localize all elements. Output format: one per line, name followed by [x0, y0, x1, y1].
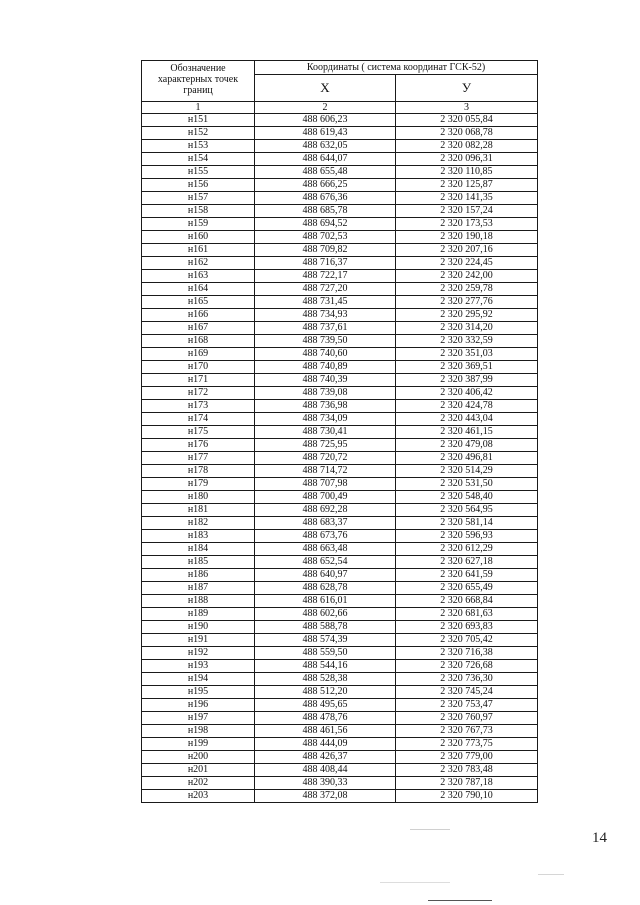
- x-coordinate-cell: 488 716,37: [255, 257, 396, 270]
- table-row: [142, 530, 538, 543]
- table-row: [142, 218, 538, 231]
- y-coordinate-cell: 2 320 461,15: [396, 426, 538, 439]
- y-header: У: [396, 75, 538, 102]
- point-id-cell: н174: [142, 413, 255, 426]
- y-coordinate-cell: 2 320 726,68: [396, 660, 538, 673]
- y-coordinate-cell: 2 320 596,93: [396, 530, 538, 543]
- col-number-1: 1: [142, 102, 255, 114]
- point-id-cell: н172: [142, 387, 255, 400]
- table-row: [142, 140, 538, 153]
- x-coordinate-cell: 488 722,17: [255, 270, 396, 283]
- y-coordinate-cell: 2 320 173,53: [396, 218, 538, 231]
- point-id-cell: н190: [142, 621, 255, 634]
- y-coordinate-cell: 2 320 443,04: [396, 413, 538, 426]
- x-coordinate-cell: 488 740,39: [255, 374, 396, 387]
- y-coordinate-cell: 2 320 068,78: [396, 127, 538, 140]
- y-coordinate-cell: 2 320 627,18: [396, 556, 538, 569]
- x-coordinate-cell: 488 685,78: [255, 205, 396, 218]
- y-coordinate-cell: 2 320 745,24: [396, 686, 538, 699]
- y-coordinate-cell: 2 320 369,51: [396, 361, 538, 374]
- table-row: [142, 556, 538, 569]
- point-id-cell: н193: [142, 660, 255, 673]
- point-id-cell: н151: [142, 114, 255, 127]
- bottom-rule: [428, 900, 492, 901]
- x-coordinate-cell: 488 734,93: [255, 309, 396, 322]
- point-id-cell: н203: [142, 790, 255, 803]
- table-row: [142, 452, 538, 465]
- y-coordinate-cell: 2 320 207,16: [396, 244, 538, 257]
- y-coordinate-cell: 2 320 779,00: [396, 751, 538, 764]
- table-row: [142, 686, 538, 699]
- point-id-cell: н192: [142, 647, 255, 660]
- x-coordinate-cell: 488 731,45: [255, 296, 396, 309]
- point-id-cell: н191: [142, 634, 255, 647]
- point-id-cell: н184: [142, 543, 255, 556]
- point-id-cell: н200: [142, 751, 255, 764]
- point-id-cell: н194: [142, 673, 255, 686]
- point-id-cell: н173: [142, 400, 255, 413]
- x-coordinate-cell: 488 692,28: [255, 504, 396, 517]
- coordinates-table: [141, 60, 538, 803]
- x-coordinate-cell: 488 619,43: [255, 127, 396, 140]
- y-coordinate-cell: 2 320 406,42: [396, 387, 538, 400]
- table-row: [142, 491, 538, 504]
- table-row: [142, 309, 538, 322]
- table-row: [142, 400, 538, 413]
- x-coordinate-cell: 488 408,44: [255, 764, 396, 777]
- x-coordinate-cell: 488 628,78: [255, 582, 396, 595]
- y-coordinate-cell: 2 320 760,97: [396, 712, 538, 725]
- x-coordinate-cell: 488 736,98: [255, 400, 396, 413]
- y-coordinate-cell: 2 320 655,49: [396, 582, 538, 595]
- table-row: [142, 764, 538, 777]
- y-coordinate-cell: 2 320 548,40: [396, 491, 538, 504]
- y-coordinate-cell: 2 320 242,00: [396, 270, 538, 283]
- x-coordinate-cell: 488 512,20: [255, 686, 396, 699]
- point-id-cell: н183: [142, 530, 255, 543]
- x-coordinate-cell: 488 616,01: [255, 595, 396, 608]
- table-row: [142, 608, 538, 621]
- table-row: [142, 283, 538, 296]
- point-id-cell: н160: [142, 231, 255, 244]
- table-row: [142, 374, 538, 387]
- point-id-cell: н168: [142, 335, 255, 348]
- x-coordinate-cell: 488 739,08: [255, 387, 396, 400]
- x-coordinate-cell: 488 666,25: [255, 179, 396, 192]
- table-row: [142, 751, 538, 764]
- y-coordinate-cell: 2 320 351,03: [396, 348, 538, 361]
- table-row: [142, 712, 538, 725]
- point-id-cell: н166: [142, 309, 255, 322]
- x-coordinate-cell: 488 720,72: [255, 452, 396, 465]
- point-id-cell: н171: [142, 374, 255, 387]
- table-row: [142, 114, 538, 127]
- table-row: [142, 517, 538, 530]
- point-id-cell: н154: [142, 153, 255, 166]
- point-id-cell: н188: [142, 595, 255, 608]
- table-row: [142, 673, 538, 686]
- y-coordinate-cell: 2 320 496,81: [396, 452, 538, 465]
- table-row: [142, 582, 538, 595]
- table-row: [142, 465, 538, 478]
- y-coordinate-cell: 2 320 295,92: [396, 309, 538, 322]
- y-coordinate-cell: 2 320 224,45: [396, 257, 538, 270]
- table-row: [142, 153, 538, 166]
- point-id-cell: н195: [142, 686, 255, 699]
- point-id-cell: н179: [142, 478, 255, 491]
- x-coordinate-cell: 488 495,65: [255, 699, 396, 712]
- y-coordinate-cell: 2 320 157,24: [396, 205, 538, 218]
- table-row: [142, 634, 538, 647]
- point-id-cell: н180: [142, 491, 255, 504]
- y-coordinate-cell: 2 320 790,10: [396, 790, 538, 803]
- table-row: [142, 725, 538, 738]
- point-id-cell: н201: [142, 764, 255, 777]
- col-number-2: 2: [255, 102, 396, 114]
- page-number: 14: [592, 830, 607, 846]
- point-id-cell: н162: [142, 257, 255, 270]
- table-row: [142, 777, 538, 790]
- x-coordinate-cell: 488 632,05: [255, 140, 396, 153]
- scan-noise: [410, 829, 450, 830]
- x-coordinate-cell: 488 740,89: [255, 361, 396, 374]
- point-id-cell: н157: [142, 192, 255, 205]
- col-number-3: 3: [396, 102, 538, 114]
- point-id-cell: н185: [142, 556, 255, 569]
- x-coordinate-cell: 488 644,07: [255, 153, 396, 166]
- table-row: [142, 322, 538, 335]
- y-coordinate-cell: 2 320 705,42: [396, 634, 538, 647]
- point-id-cell: н158: [142, 205, 255, 218]
- y-coordinate-cell: 2 320 641,59: [396, 569, 538, 582]
- table-row: [142, 231, 538, 244]
- table-row: [142, 647, 538, 660]
- table-row: [142, 504, 538, 517]
- y-coordinate-cell: 2 320 564,95: [396, 504, 538, 517]
- point-id-cell: н187: [142, 582, 255, 595]
- point-id-cell: н161: [142, 244, 255, 257]
- x-coordinate-cell: 488 559,50: [255, 647, 396, 660]
- point-id-cell: н167: [142, 322, 255, 335]
- table-row: [142, 361, 538, 374]
- point-id-cell: н199: [142, 738, 255, 751]
- table-row: [142, 348, 538, 361]
- point-id-cell: н189: [142, 608, 255, 621]
- y-coordinate-cell: 2 320 332,59: [396, 335, 538, 348]
- table-row: [142, 127, 538, 140]
- y-coordinate-cell: 2 320 773,75: [396, 738, 538, 751]
- y-coordinate-cell: 2 320 387,99: [396, 374, 538, 387]
- x-coordinate-cell: 488 663,48: [255, 543, 396, 556]
- x-coordinate-cell: 488 740,60: [255, 348, 396, 361]
- x-coordinate-cell: 488 574,39: [255, 634, 396, 647]
- point-id-cell: н153: [142, 140, 255, 153]
- point-id-cell: н198: [142, 725, 255, 738]
- x-coordinate-cell: 488 655,48: [255, 166, 396, 179]
- x-coordinate-cell: 488 588,78: [255, 621, 396, 634]
- x-coordinate-cell: 488 702,53: [255, 231, 396, 244]
- table-row: [142, 660, 538, 673]
- table-row: [142, 543, 538, 556]
- point-id-cell: н176: [142, 439, 255, 452]
- x-coordinate-cell: 488 707,98: [255, 478, 396, 491]
- y-coordinate-cell: 2 320 314,20: [396, 322, 538, 335]
- point-id-cell: н178: [142, 465, 255, 478]
- point-id-cell: н186: [142, 569, 255, 582]
- y-coordinate-cell: 2 320 055,84: [396, 114, 538, 127]
- point-id-cell: н202: [142, 777, 255, 790]
- point-id-cell: н181: [142, 504, 255, 517]
- table-row: [142, 192, 538, 205]
- table-row: [142, 335, 538, 348]
- point-id-cell: н196: [142, 699, 255, 712]
- y-coordinate-cell: 2 320 531,50: [396, 478, 538, 491]
- table-row: [142, 387, 538, 400]
- x-coordinate-cell: 488 683,37: [255, 517, 396, 530]
- y-coordinate-cell: 2 320 581,14: [396, 517, 538, 530]
- y-coordinate-cell: 2 320 190,18: [396, 231, 538, 244]
- y-coordinate-cell: 2 320 479,08: [396, 439, 538, 452]
- y-coordinate-cell: 2 320 693,83: [396, 621, 538, 634]
- x-coordinate-cell: 488 461,56: [255, 725, 396, 738]
- point-id-cell: н175: [142, 426, 255, 439]
- y-coordinate-cell: 2 320 141,35: [396, 192, 538, 205]
- x-coordinate-cell: 488 673,76: [255, 530, 396, 543]
- y-coordinate-cell: 2 320 612,29: [396, 543, 538, 556]
- point-id-cell: н163: [142, 270, 255, 283]
- y-coordinate-cell: 2 320 736,30: [396, 673, 538, 686]
- y-coordinate-cell: 2 320 767,73: [396, 725, 538, 738]
- y-coordinate-cell: 2 320 424,78: [396, 400, 538, 413]
- y-coordinate-cell: 2 320 681,63: [396, 608, 538, 621]
- y-coordinate-cell: 2 320 783,48: [396, 764, 538, 777]
- table-row: [142, 413, 538, 426]
- x-coordinate-cell: 488 714,72: [255, 465, 396, 478]
- x-coordinate-cell: 488 676,36: [255, 192, 396, 205]
- designation-header: Обозначение характерных точек границ: [142, 61, 255, 102]
- point-id-cell: н164: [142, 283, 255, 296]
- y-coordinate-cell: 2 320 110,85: [396, 166, 538, 179]
- x-coordinate-cell: 488 694,52: [255, 218, 396, 231]
- y-coordinate-cell: 2 320 259,78: [396, 283, 538, 296]
- x-coordinate-cell: 488 426,37: [255, 751, 396, 764]
- y-coordinate-cell: 2 320 787,18: [396, 777, 538, 790]
- point-id-cell: н169: [142, 348, 255, 361]
- table-row: [142, 569, 538, 582]
- table-row: [142, 699, 538, 712]
- point-id-cell: н197: [142, 712, 255, 725]
- table-row: [142, 426, 538, 439]
- point-id-cell: н165: [142, 296, 255, 309]
- scan-noise: [538, 874, 564, 875]
- table-row: [142, 621, 538, 634]
- y-coordinate-cell: 2 320 668,84: [396, 595, 538, 608]
- y-coordinate-cell: 2 320 096,31: [396, 153, 538, 166]
- table-row: [142, 790, 538, 803]
- x-coordinate-cell: 488 739,50: [255, 335, 396, 348]
- table-row: [142, 270, 538, 283]
- table-row: [142, 257, 538, 270]
- x-coordinate-cell: 488 727,20: [255, 283, 396, 296]
- table-row: [142, 595, 538, 608]
- x-coordinate-cell: 488 390,33: [255, 777, 396, 790]
- point-id-cell: н182: [142, 517, 255, 530]
- table-row: [142, 244, 538, 257]
- x-coordinate-cell: 488 528,38: [255, 673, 396, 686]
- x-coordinate-cell: 488 734,09: [255, 413, 396, 426]
- y-coordinate-cell: 2 320 082,28: [396, 140, 538, 153]
- coords-group-header: Координаты ( система координат ГСК-52): [255, 61, 538, 75]
- x-coordinate-cell: 488 709,82: [255, 244, 396, 257]
- x-coordinate-cell: 488 478,76: [255, 712, 396, 725]
- table-row: [142, 439, 538, 452]
- point-id-cell: н152: [142, 127, 255, 140]
- table-row: [142, 478, 538, 491]
- x-coordinate-cell: 488 606,23: [255, 114, 396, 127]
- y-coordinate-cell: 2 320 277,76: [396, 296, 538, 309]
- x-coordinate-cell: 488 725,95: [255, 439, 396, 452]
- point-id-cell: н156: [142, 179, 255, 192]
- point-id-cell: н177: [142, 452, 255, 465]
- table-row: [142, 166, 538, 179]
- x-coordinate-cell: 488 652,54: [255, 556, 396, 569]
- y-coordinate-cell: 2 320 125,87: [396, 179, 538, 192]
- x-coordinate-cell: 488 544,16: [255, 660, 396, 673]
- y-coordinate-cell: 2 320 753,47: [396, 699, 538, 712]
- point-id-cell: н170: [142, 361, 255, 374]
- x-coordinate-cell: 488 444,09: [255, 738, 396, 751]
- x-coordinate-cell: 488 602,66: [255, 608, 396, 621]
- scan-noise: [380, 882, 450, 883]
- table-row: [142, 296, 538, 309]
- table-row: [142, 179, 538, 192]
- point-id-cell: н155: [142, 166, 255, 179]
- x-coordinate-cell: 488 640,97: [255, 569, 396, 582]
- x-header: X: [255, 75, 396, 102]
- x-coordinate-cell: 488 372,08: [255, 790, 396, 803]
- coordinates-body: [142, 114, 538, 803]
- table-row: [142, 738, 538, 751]
- y-coordinate-cell: 2 320 514,29: [396, 465, 538, 478]
- x-coordinate-cell: 488 737,61: [255, 322, 396, 335]
- table-row: [142, 205, 538, 218]
- x-coordinate-cell: 488 730,41: [255, 426, 396, 439]
- y-coordinate-cell: 2 320 716,38: [396, 647, 538, 660]
- point-id-cell: н159: [142, 218, 255, 231]
- x-coordinate-cell: 488 700,49: [255, 491, 396, 504]
